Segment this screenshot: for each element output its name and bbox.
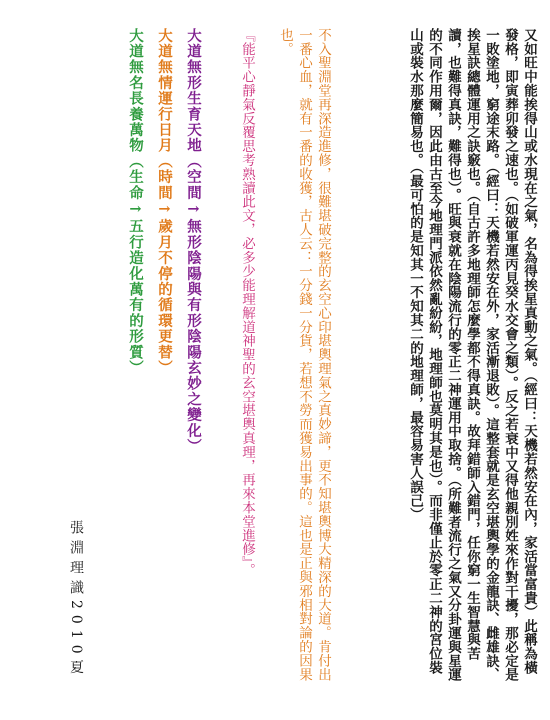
signature-block [62,520,90,700]
verse-space: 大道無形生育天地（空間→無形陰陽與有形陰陽玄妙之變化） [185,28,202,455]
advice-paragraph: 不入聖淵堂再深造進修，很難堪破完整的玄空心印堪輿理氣之真妙諦，更不知堪輿博大精深的大道。肯付出一番心血，就有一番的收獲，古人云：一分錢一分貨，若想不勞而獲易出事的。這也是正與邪相對論的因果也。 [277,28,331,682]
author-name: 張淵理 [68,520,84,580]
verse-time: 大道無情運行日月（時間→歲月不停的循環更替） [156,28,173,376]
invitation-line: 『能平心靜氣反覆思考熟讀此文，必多少能理解道神聖的玄空堪輿真理，再來本堂進修』。 [239,28,255,578]
signature-word: 識 [68,580,84,600]
signature-year: 2010 [68,600,84,660]
dao-verses [85,28,205,498]
main-paragraph: 又如旺中能挨得山或水現在之氣，名為得挨星真動之氣。（經曰：天機若然安在內，家活當富貴）此稱為橫發格，即寅葬卯發之速也。（如破軍運丙見癸水交會之類）。反之若衰中又得他親別姓來作對干擾，那必定是一敗塗地，窮途末路。（經曰：天機若然安在外，家活漸退敗）。這整套就是玄空堪輿學的金龍訣、雌雄訣、挨星訣總體運用之訣竅也。（自古許多地理師怎麼學都不得真訣。故拜錯師入錯門，任你窮一生智慧與苦讀，也難得真訣，難得也）。旺與衰就在陰陽流行的零正二神運用中取捨。（所難者流行之氣又分卦運與星運的不同作用爾，因此由古至今地理門派依然亂紛紛，地理師也莫明其是也）。而非僅止於零正二神的宮位裝山或裝水那麼簡易也。（最可怕的是知其一不知其二的地理師，最容易害人誤己） [407,28,537,682]
verse-life: 大道無名長養萬物（生命→五行造化萬有的形質） [127,28,144,376]
signature-season: 夏 [68,659,84,680]
